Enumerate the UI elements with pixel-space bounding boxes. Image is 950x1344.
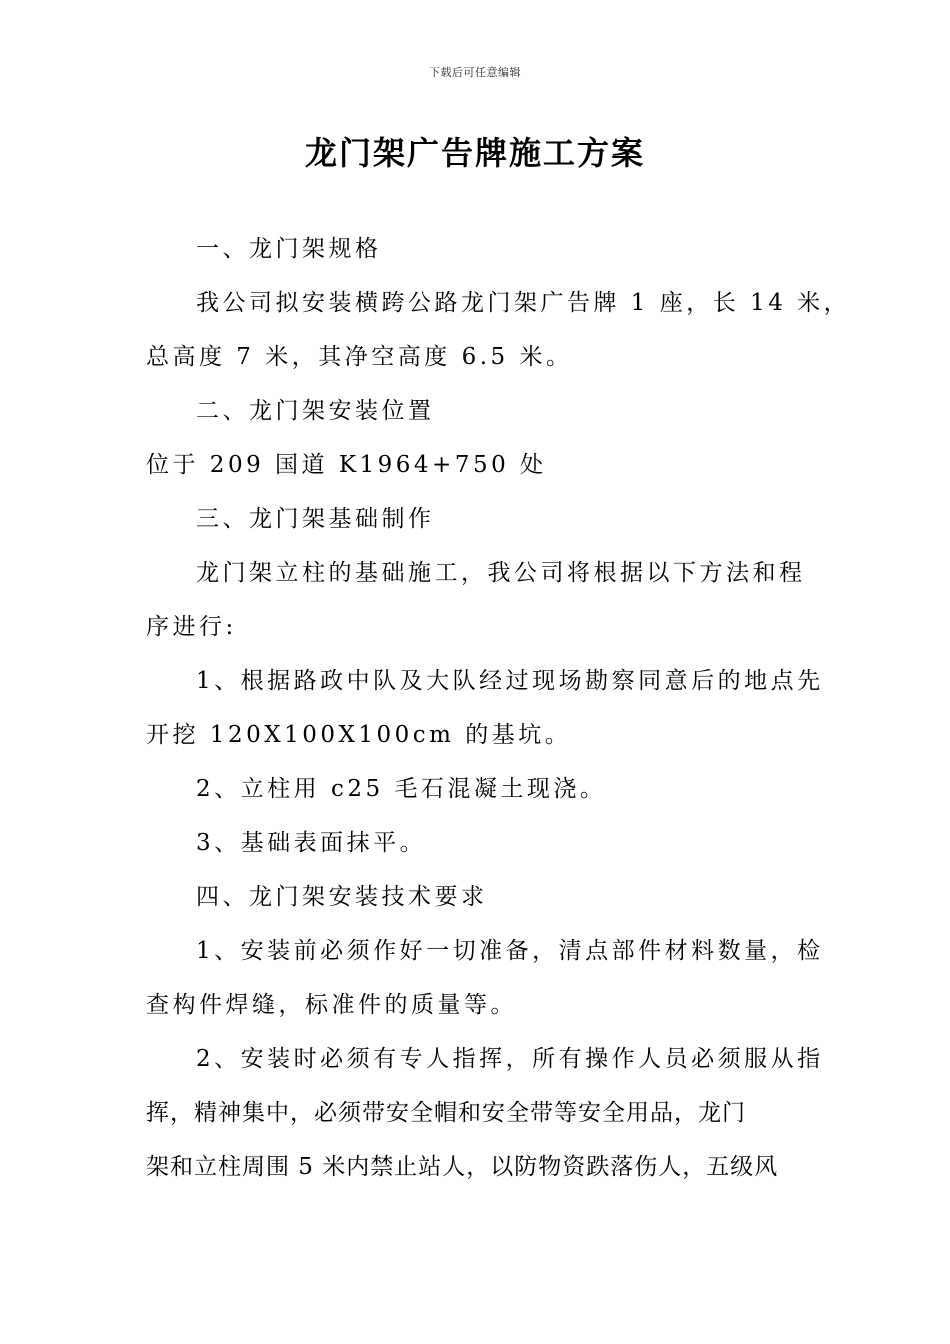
document-title: 龙门架广告牌施工方案 <box>304 134 645 172</box>
paragraph-line: 位于 209 国道 K1964+750 处 <box>146 452 547 478</box>
list-item-line: 架和立柱周围 5 米内禁止站人，以防物资跌落伤人，五级风 <box>146 1154 779 1180</box>
paragraph-line: 我公司拟安装横跨公路龙门架广告牌 1 座，长 14 米， <box>196 290 851 316</box>
list-item-line: 查构件焊缝，标准件的质量等。 <box>146 992 517 1018</box>
list-item-line: 1、安装前必须作好一切准备，清点部件材料数量，检 <box>196 938 824 964</box>
list-item-line: 挥，精神集中，必须带安全帽和安全带等安全用品，龙门 <box>146 1100 746 1126</box>
section-heading-3: 三、龙门架基础制作 <box>196 506 435 532</box>
section-heading-2: 二、龙门架安装位置 <box>196 398 435 424</box>
header-note: 下载后可任意编辑 <box>429 66 521 79</box>
section-heading-1: 一、龙门架规格 <box>196 236 382 262</box>
paragraph-line: 龙门架立柱的基础施工，我公司将根据以下方法和程 <box>196 560 806 586</box>
list-item-line: 2、立柱用 c25 毛石混凝土现浇。 <box>196 776 607 802</box>
list-item-line: 1、根据路政中队及大队经过现场勘察同意后的地点先 <box>196 668 824 694</box>
list-item-line: 3、基础表面抹平。 <box>196 830 427 856</box>
list-item-line: 开挖 120X100X100cm 的基坑。 <box>146 722 572 748</box>
document-body <box>146 222 851 1194</box>
paragraph-line: 总高度 7 米，其净空高度 6.5 米。 <box>146 344 573 370</box>
section-heading-4: 四、龙门架安装技术要求 <box>196 884 488 910</box>
paragraph-line: 序进行: <box>146 614 237 640</box>
list-item-line: 2、安装时必须有专人指挥，所有操作人员必须服从指 <box>196 1046 824 1072</box>
